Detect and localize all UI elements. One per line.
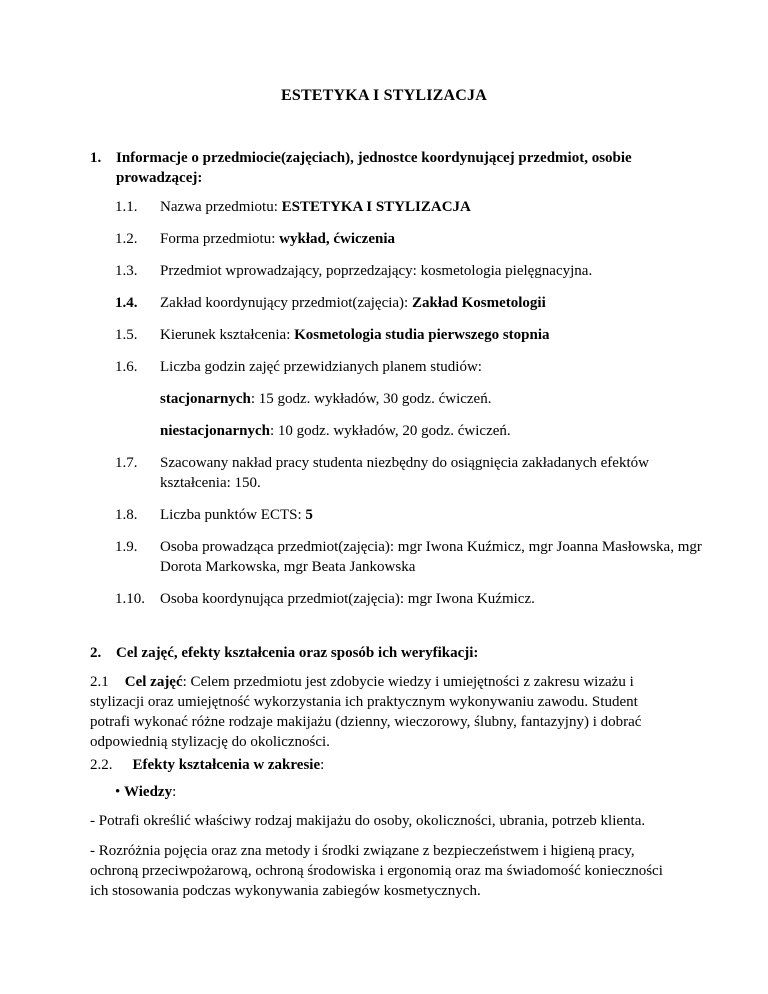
item-value: ESTETYKA I STYLIZACJA bbox=[281, 199, 471, 215]
item-number: 1.3. bbox=[115, 263, 138, 279]
knowledge-label: Wiedzy bbox=[124, 784, 173, 800]
document-title: ESTETYKA I STYLIZACJA bbox=[280, 87, 488, 104]
item-text bbox=[160, 325, 705, 345]
item-text: Osoba prowadząca przedmiot(zajęcia): mgr Iwona Kuźmicz, mgr Joanna Masłowska, mgr Dorota Markowska, mgr Beata Jankowska bbox=[160, 539, 702, 575]
item-value: 5 bbox=[305, 507, 313, 523]
section-1-number: 1. bbox=[90, 150, 102, 166]
outcome-line-2: - Rozróżnia pojęcia oraz zna metody i środki związane z bezpieczeństwem i higieną pracy, ochroną przeciwpożarową, ochroną środowiska i ergonomią oraz ma świadomość konieczności ich stosowania podczas wykonywania zabiegów kosmetycznych. bbox=[90, 843, 663, 899]
knowledge-bullet bbox=[115, 782, 705, 802]
hours-nonstationary-label: niestacjonarnych bbox=[160, 423, 270, 439]
item-text bbox=[160, 229, 705, 249]
section-1-title: Informacje o przedmiocie(zajęciach), jednostce koordynującej przedmiot, osobie prowadzącej: bbox=[116, 150, 632, 186]
outcomes-number: 2.2. bbox=[90, 757, 113, 773]
item-label: Nazwa przedmiotu: bbox=[160, 199, 282, 215]
hours-nonstationary-text bbox=[160, 421, 705, 441]
item-text bbox=[160, 293, 705, 313]
item-label: Liczba punktów ECTS: bbox=[160, 507, 306, 523]
goal-label: Cel zajęć bbox=[124, 674, 183, 690]
item-number: 1.9. bbox=[115, 539, 138, 555]
item-number: 1.1. bbox=[115, 199, 138, 215]
goal-paragraph bbox=[90, 672, 680, 752]
item-value: Kosmetologia studia pierwszego stopnia bbox=[294, 327, 550, 343]
goal-number: 2.1 bbox=[90, 674, 109, 690]
item-number: 1.5. bbox=[115, 327, 138, 343]
item-number: 1.10. bbox=[115, 591, 145, 607]
item-label: Kierunek kształcenia: bbox=[160, 327, 295, 343]
item-text: Przedmiot wprowadzający, poprzedzający: kosmetologia pielęgnacyjna. bbox=[160, 263, 593, 279]
item-value: wykład, ćwiczenia bbox=[279, 231, 395, 247]
item-number: 1.4. bbox=[115, 295, 138, 311]
bullet-icon: • bbox=[115, 784, 121, 800]
knowledge-colon: : bbox=[172, 784, 177, 800]
item-number: 1.8. bbox=[115, 507, 138, 523]
item-text bbox=[160, 505, 705, 525]
item-number: 1.2. bbox=[115, 231, 138, 247]
item-text bbox=[160, 197, 705, 217]
section-2-number: 2. bbox=[90, 645, 102, 661]
outcomes-colon: : bbox=[320, 757, 325, 773]
item-number: 1.7. bbox=[115, 455, 138, 471]
item-number: 1.6. bbox=[115, 359, 138, 375]
item-label: Forma przedmiotu: bbox=[160, 231, 280, 247]
outcome-line-1: - Potrafi określić właściwy rodzaj makijażu do osoby, okoliczności, ubrania, potrzeb klienta. bbox=[90, 813, 646, 829]
item-text: Szacowany nakład pracy studenta niezbędny do osiągnięcia zakładanych efektów kształcenia: 150. bbox=[160, 455, 649, 491]
item-value: Zakład Kosmetologii bbox=[411, 295, 546, 311]
hours-stationary-value: : 15 godz. wykładów, 30 godz. ćwiczeń. bbox=[250, 391, 492, 407]
hours-nonstationary-value: : 10 godz. wykładów, 20 godz. ćwiczeń. bbox=[270, 423, 511, 439]
outcomes-heading bbox=[90, 755, 680, 775]
section-2-title: Cel zajęć, efekty kształcenia oraz sposób ich weryfikacji: bbox=[116, 645, 479, 661]
item-label: Zakład koordynujący przedmiot(zajęcia): bbox=[160, 295, 412, 311]
item-text: Osoba koordynująca przedmiot(zajęcia): mgr Iwona Kuźmicz. bbox=[160, 591, 535, 607]
hours-stationary-label: stacjonarnych bbox=[160, 391, 251, 407]
goal-text: : Celem przedmiotu jest zdobycie wiedzy i umiejętności z zakresu wizażu i stylizacji oraz umiejętność wykorzystania ich praktycznym wykonywaniu zawodu. Student potrafi wykonać różne rodzaje makijażu (dzienny, wieczorowy, ślubny, fantazyjny) i dobrać odpowiednią stylizację do okoliczności. bbox=[90, 674, 642, 750]
outcomes-label: Efekty kształcenia w zakresie bbox=[132, 757, 321, 773]
hours-stationary-text bbox=[160, 389, 705, 409]
item-text: Liczba godzin zajęć przewidzianych planem studiów: bbox=[160, 359, 482, 375]
